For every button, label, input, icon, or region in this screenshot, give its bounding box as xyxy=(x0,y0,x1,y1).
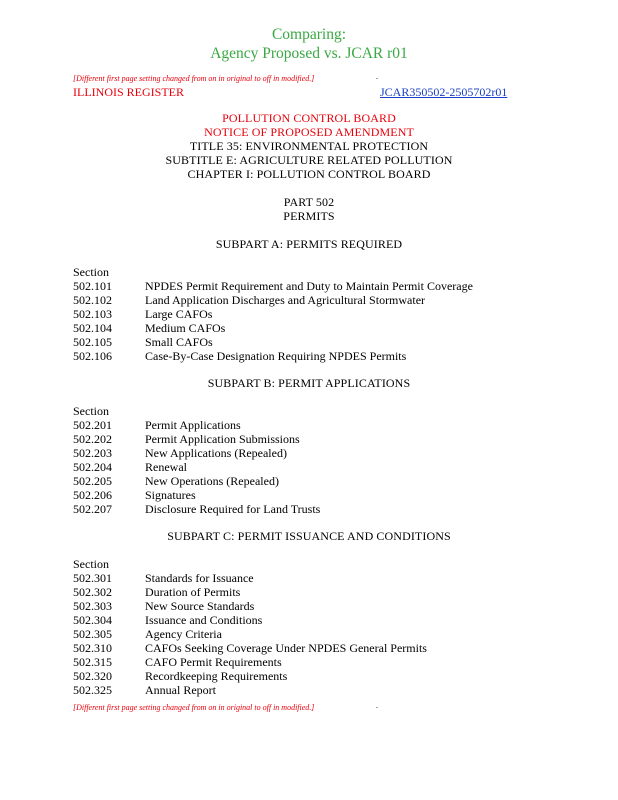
subpart-a-heading: SUBPART A: PERMITS REQUIRED xyxy=(215,237,403,251)
section-label: Section xyxy=(73,265,109,279)
section-title: Recordkeeping Requirements xyxy=(145,669,288,683)
section-number: 502.320 xyxy=(73,669,112,683)
change-note-top: [Different first page setting changed from on in original to off in modified.] xyxy=(73,74,315,83)
register-label: ILLINOIS REGISTER xyxy=(73,85,184,99)
section-title: Issuance and Conditions xyxy=(145,613,263,627)
toc-row xyxy=(73,669,287,684)
part-name-heading: PERMITS xyxy=(283,209,335,223)
toc-row xyxy=(73,418,241,433)
section-label: Section xyxy=(73,404,109,418)
chapter-heading: CHAPTER I: POLLUTION CONTROL BOARD xyxy=(187,167,431,181)
section-number: 502.204 xyxy=(73,460,112,474)
toc-row xyxy=(73,488,196,503)
toc-row xyxy=(73,279,473,294)
section-number: 502.202 xyxy=(73,432,112,446)
doc-id-suffix[interactable]: r01 xyxy=(491,85,508,99)
toc-row xyxy=(73,335,213,350)
section-number: 502.101 xyxy=(73,279,112,293)
toc-row xyxy=(73,293,425,308)
note-bottom-dot: . xyxy=(376,701,378,710)
toc-row xyxy=(73,627,222,642)
section-label: Section xyxy=(73,557,109,571)
section-number: 502.103 xyxy=(73,307,112,321)
title-heading: TITLE 35: ENVIRONMENTAL PROTECTION xyxy=(189,139,429,153)
subpart-c-heading: SUBPART C: PERMIT ISSUANCE AND CONDITIONS xyxy=(167,529,451,543)
section-number: 502.102 xyxy=(73,293,112,307)
board-heading: POLLUTION CONTROL BOARD xyxy=(222,111,396,125)
toc-row xyxy=(73,474,279,489)
toc-row xyxy=(73,613,262,628)
toc-row xyxy=(73,307,212,322)
section-number: 502.205 xyxy=(73,474,112,488)
section-title: Standards for Issuance xyxy=(145,571,254,585)
section-title: Annual Report xyxy=(145,683,216,697)
section-number: 502.105 xyxy=(73,335,112,349)
part-heading: PART 502 xyxy=(283,195,335,209)
change-note-bottom: [Different first page setting changed from on in original to off in modified.] xyxy=(73,703,315,712)
section-number: 502.305 xyxy=(73,627,112,641)
toc-row xyxy=(73,446,287,461)
toc-row xyxy=(73,585,240,600)
toc-row xyxy=(73,502,320,517)
toc-row xyxy=(73,432,300,447)
toc-row xyxy=(73,599,254,614)
section-number: 502.304 xyxy=(73,613,112,627)
doc-id xyxy=(380,85,507,100)
toc-row xyxy=(73,460,187,475)
section-title: New Source Standards xyxy=(145,599,255,613)
section-title: Disclosure Required for Land Trusts xyxy=(145,502,321,516)
section-title: Permit Applications xyxy=(145,418,241,432)
section-number: 502.325 xyxy=(73,683,112,697)
section-number: 502.315 xyxy=(73,655,112,669)
section-title: Renewal xyxy=(145,460,187,474)
section-title: Land Application Discharges and Agricultural Stormwater xyxy=(145,293,426,307)
note-top-dot: . xyxy=(376,72,378,81)
section-number: 502.104 xyxy=(73,321,112,335)
section-number: 502.203 xyxy=(73,446,112,460)
section-title: New Applications (Repealed) xyxy=(145,446,287,460)
toc-row xyxy=(73,571,254,586)
toc-row xyxy=(73,349,406,364)
section-title: New Operations (Repealed) xyxy=(145,474,279,488)
section-title: Small CAFOs xyxy=(145,335,213,349)
section-number: 502.207 xyxy=(73,502,112,516)
section-title: Duration of Permits xyxy=(145,585,241,599)
toc-row xyxy=(73,683,216,698)
compare-heading-line2: Agency Proposed vs. JCAR r01 xyxy=(210,45,408,62)
toc-row xyxy=(73,655,282,670)
section-title: Case-By-Case Designation Requiring NPDES Permits xyxy=(145,349,407,363)
notice-heading: NOTICE OF PROPOSED AMENDMENT xyxy=(204,125,414,139)
section-title: CAFOs Seeking Coverage Under NPDES General Permits xyxy=(145,641,427,655)
toc-row xyxy=(73,641,427,656)
toc-row xyxy=(73,321,225,336)
section-title: Agency Criteria xyxy=(145,627,222,641)
section-title: Large CAFOs xyxy=(145,307,213,321)
subtitle-heading: SUBTITLE E: AGRICULTURE RELATED POLLUTION xyxy=(165,153,453,167)
section-number: 502.201 xyxy=(73,418,112,432)
section-title: Signatures xyxy=(145,488,196,502)
section-title: NPDES Permit Requirement and Duty to Maintain Permit Coverage xyxy=(145,279,473,293)
section-number: 502.310 xyxy=(73,641,112,655)
subpart-b-heading: SUBPART B: PERMIT APPLICATIONS xyxy=(207,376,411,390)
section-number: 502.106 xyxy=(73,349,112,363)
compare-heading-line1: Comparing: xyxy=(271,26,347,43)
section-number: 502.206 xyxy=(73,488,112,502)
section-number: 502.302 xyxy=(73,585,112,599)
doc-id-link[interactable]: JCAR350502-2505702 xyxy=(380,85,492,99)
section-number: 502.301 xyxy=(73,571,112,585)
section-title: CAFO Permit Requirements xyxy=(145,655,282,669)
section-title: Permit Application Submissions xyxy=(145,432,300,446)
section-title: Medium CAFOs xyxy=(145,321,226,335)
section-number: 502.303 xyxy=(73,599,112,613)
